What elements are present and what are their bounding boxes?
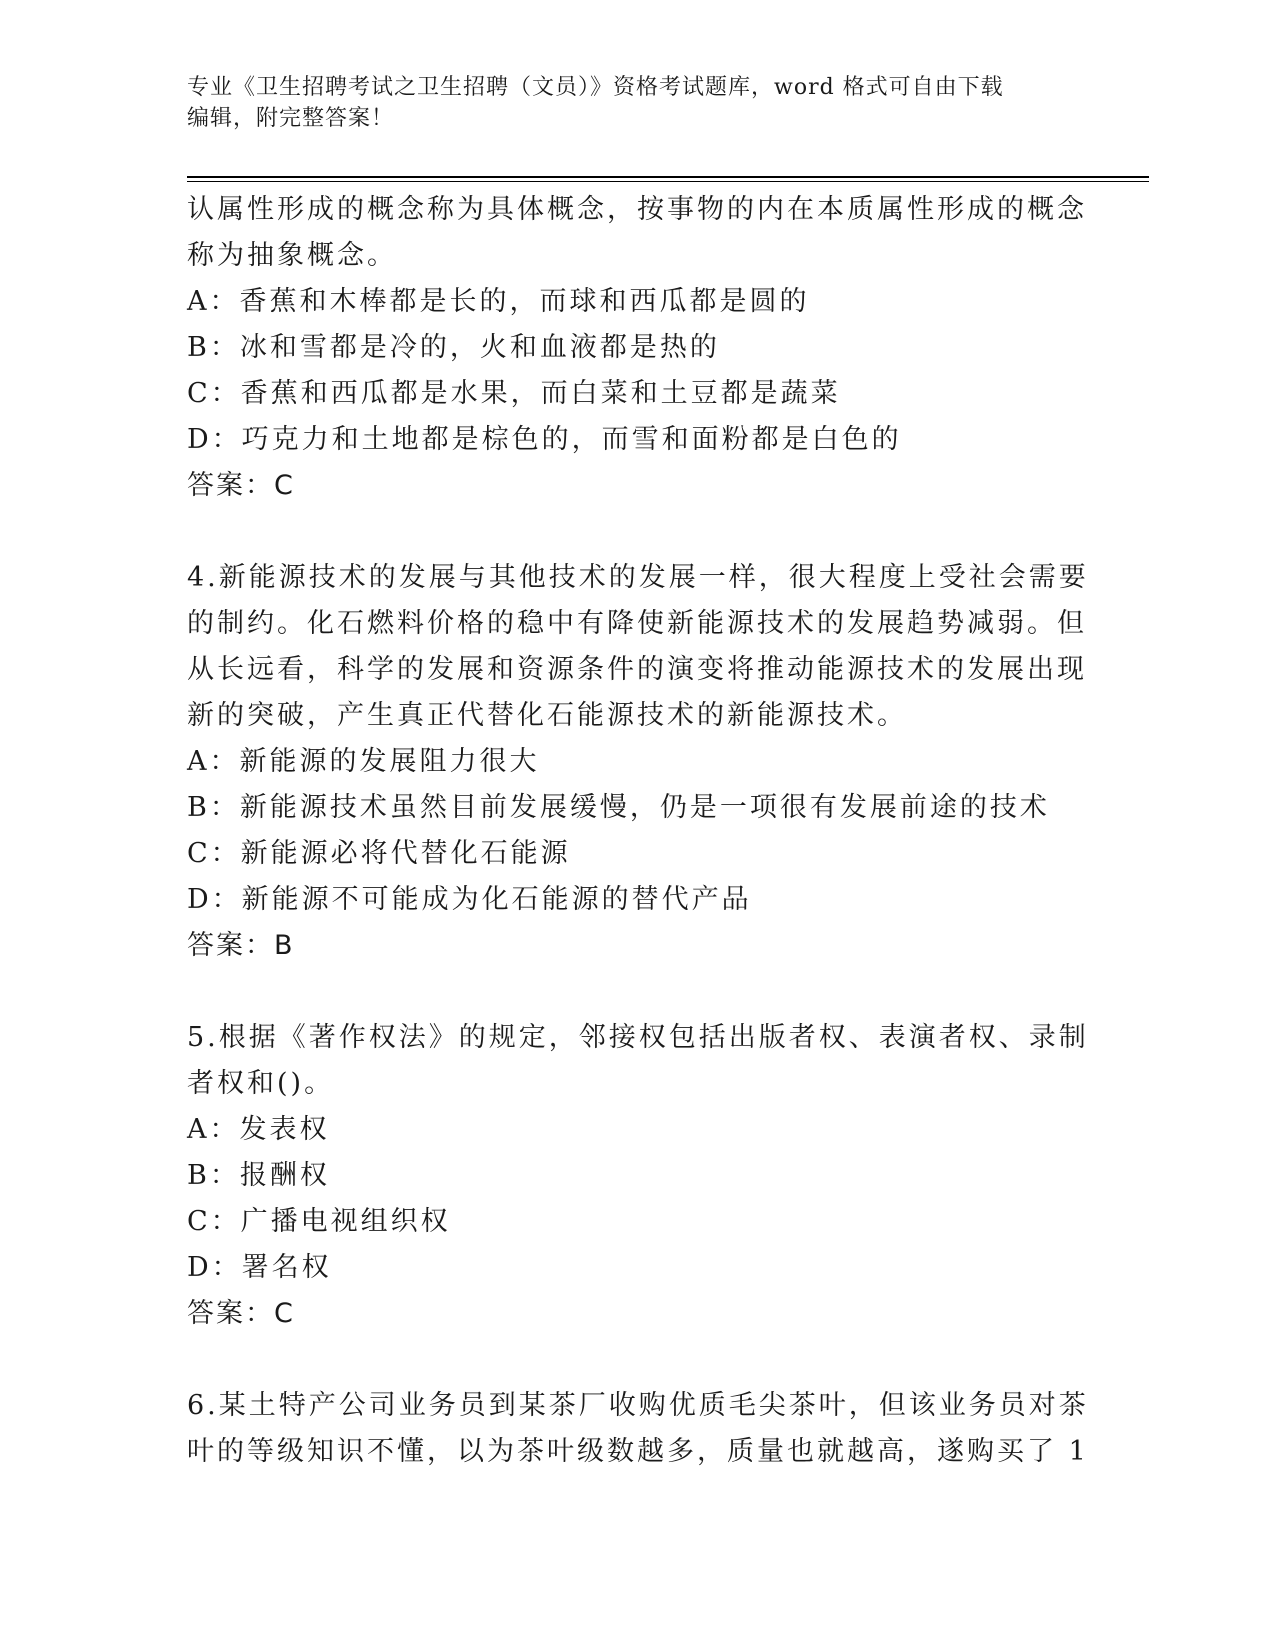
answer-label: 答案：B (187, 930, 295, 961)
question-text-line: 5.根据《著作权法》的规定，邻接权包括出版者权、表演者权、录制 (187, 1022, 1089, 1053)
question-spacer (187, 509, 1107, 555)
option-d: D：新能源不可能成为化石能源的替代产品 (187, 884, 752, 915)
question-spacer (187, 969, 1107, 1015)
question-text-line: 4.新能源技术的发展与其他技术的发展一样，很大程度上受社会需要 (187, 562, 1089, 593)
question-6 (187, 1383, 1107, 1475)
question-text-line: 的制约。化石燃料价格的稳中有降使新能源技术的发展趋势减弱。但 (187, 608, 1087, 639)
question-text-line: 认属性形成的概念称为具体概念，按事物的内在本质属性形成的概念 (187, 194, 1087, 225)
option-c: C：香蕉和西瓜都是水果，而白菜和土豆都是蔬菜 (187, 378, 841, 409)
option-a: A：发表权 (187, 1114, 330, 1145)
question-spacer (187, 1337, 1107, 1383)
question-3 (187, 187, 1107, 509)
question-text-line: 者权和()。 (187, 1068, 335, 1099)
option-b: B：新能源技术虽然目前发展缓慢，仍是一项很有发展前途的技术 (187, 792, 1050, 823)
option-b: B：冰和雪都是冷的，火和血液都是热的 (187, 332, 720, 363)
option-d: D：署名权 (187, 1252, 332, 1283)
option-a: A：香蕉和木棒都是长的，而球和西瓜都是圆的 (187, 286, 810, 317)
question-text-line: 称为抽象概念。 (187, 240, 397, 271)
page-header (187, 72, 1087, 134)
header-line-1: 专业《卫生招聘考试之卫生招聘（文员）》资格考试题库，word 格式可自由下载 (187, 75, 1004, 100)
answer-label: 答案：C (187, 470, 295, 501)
question-text-line: 新的突破，产生真正代替化石能源技术的新能源技术。 (187, 700, 907, 731)
header-divider-thick (187, 176, 1149, 178)
header-line-2: 编辑，附完整答案！ (187, 106, 395, 131)
answer-label: 答案：C (187, 1298, 295, 1329)
option-c: C：新能源必将代替化石能源 (187, 838, 571, 869)
document-body (187, 187, 1107, 1475)
header-divider-thin (187, 181, 1149, 182)
option-c: C：广播电视组织权 (187, 1206, 451, 1237)
question-text-line: 从长远看，科学的发展和资源条件的演变将推动能源技术的发展出现 (187, 654, 1087, 685)
question-text-line: 6.某土特产公司业务员到某茶厂收购优质毛尖茶叶，但该业务员对茶 (187, 1390, 1089, 1421)
question-5 (187, 1015, 1107, 1337)
question-4 (187, 555, 1107, 969)
option-d: D：巧克力和土地都是棕色的，而雪和面粉都是白色的 (187, 424, 902, 455)
option-a: A：新能源的发展阻力很大 (187, 746, 540, 777)
question-text-line: 叶的等级知识不懂，以为茶叶级数越多，质量也就越高，遂购买了 1 (187, 1436, 1089, 1467)
option-b: B：报酬权 (187, 1160, 330, 1191)
